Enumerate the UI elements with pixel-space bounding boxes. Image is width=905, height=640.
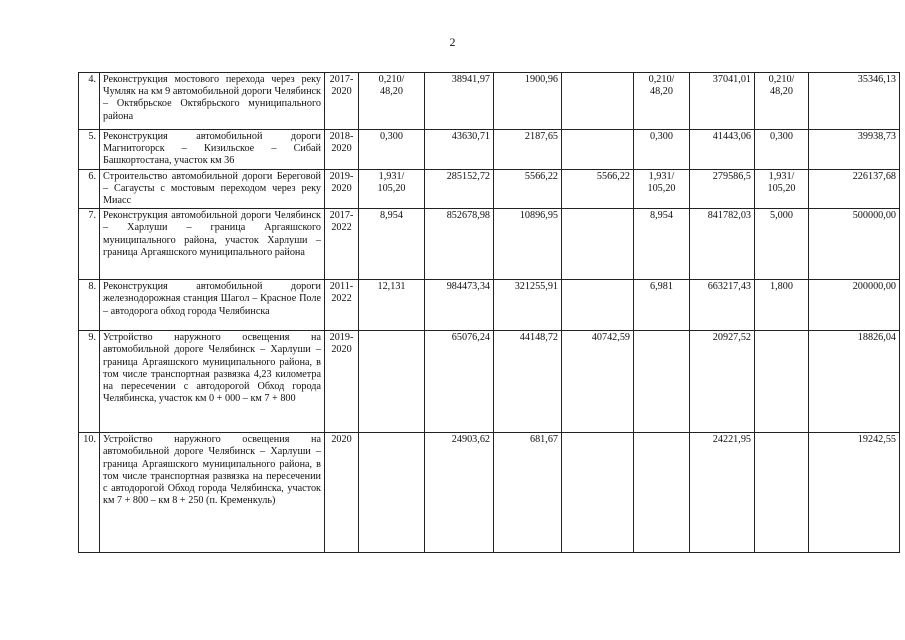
length-next-cell: 1,800 bbox=[755, 280, 809, 331]
years-cell: 2020 bbox=[325, 433, 359, 553]
spent-current-cell bbox=[562, 130, 634, 170]
length-cell: 0,300 bbox=[359, 130, 425, 170]
table-row bbox=[79, 433, 900, 553]
length-cell: 0,210/ 48,20 bbox=[359, 73, 425, 130]
length-next-cell bbox=[755, 331, 809, 433]
spent-current-cell: 40742,59 bbox=[562, 331, 634, 433]
row-index: 9. bbox=[79, 331, 100, 433]
length-plan-cell: 0,210/ 48,20 bbox=[634, 73, 690, 130]
length-cell bbox=[359, 433, 425, 553]
total-cost-cell: 38941,97 bbox=[425, 73, 494, 130]
row-index: 5. bbox=[79, 130, 100, 170]
length-plan-cell: 6,981 bbox=[634, 280, 690, 331]
spent-cell: 321255,91 bbox=[494, 280, 562, 331]
plan-cost-cell: 663217,43 bbox=[690, 280, 755, 331]
object-description: Устройство наружного освещения на автомобильной дороге Челябинск – Харлуши – граница Аргаяшского муниципального района, в том числе транспортная развязка на пересечении с автодорогой Обход города Челябинска, участок км 7 + 800 – км 8 + 250 (п. Кременкуль) bbox=[100, 433, 325, 553]
object-description: Устройство наружного освещения на автомобильной дороге Челябинск – Харлуши – граница Аргаяшского муниципального района, в том числе транспортная развязка 4,23 километра на пересечении с автодорогой Обход города Челябинска, участок км 0 + 000 – км 7 + 800 bbox=[100, 331, 325, 433]
total-cost-cell: 285152,72 bbox=[425, 169, 494, 209]
spent-cell: 2187,65 bbox=[494, 130, 562, 170]
total-cost-cell: 984473,34 bbox=[425, 280, 494, 331]
next-cost-cell: 39938,73 bbox=[809, 130, 900, 170]
table-row bbox=[79, 209, 900, 280]
spent-current-cell bbox=[562, 209, 634, 280]
object-description: Реконструкция автомобильной дороги Магнитогорск – Кизильское – Сибай Башкортостана, участок км 36 bbox=[100, 130, 325, 170]
length-cell bbox=[359, 331, 425, 433]
years-cell: 2018- 2020 bbox=[325, 130, 359, 170]
length-next-cell: 0,300 bbox=[755, 130, 809, 170]
length-cell: 8,954 bbox=[359, 209, 425, 280]
total-cost-cell: 852678,98 bbox=[425, 209, 494, 280]
table-row bbox=[79, 280, 900, 331]
spent-cell: 1900,96 bbox=[494, 73, 562, 130]
length-plan-cell: 1,931/ 105,20 bbox=[634, 169, 690, 209]
plan-cost-cell: 279586,5 bbox=[690, 169, 755, 209]
row-index: 4. bbox=[79, 73, 100, 130]
length-next-cell bbox=[755, 433, 809, 553]
plan-cost-cell: 41443,06 bbox=[690, 130, 755, 170]
plan-cost-cell: 24221,95 bbox=[690, 433, 755, 553]
row-index: 10. bbox=[79, 433, 100, 553]
spent-cell: 44148,72 bbox=[494, 331, 562, 433]
length-cell: 1,931/ 105,20 bbox=[359, 169, 425, 209]
next-cost-cell: 500000,00 bbox=[809, 209, 900, 280]
spent-current-cell bbox=[562, 433, 634, 553]
plan-cost-cell: 841782,03 bbox=[690, 209, 755, 280]
spent-cell: 681,67 bbox=[494, 433, 562, 553]
total-cost-cell: 24903,62 bbox=[425, 433, 494, 553]
total-cost-cell: 43630,71 bbox=[425, 130, 494, 170]
object-description: Реконструкция мостового перехода через реку Чумляк на км 9 автомобильной дороги Челябинск – Октябрьское Октябрьского муниципального района bbox=[100, 73, 325, 130]
next-cost-cell: 200000,00 bbox=[809, 280, 900, 331]
next-cost-cell: 18826,04 bbox=[809, 331, 900, 433]
next-cost-cell: 35346,13 bbox=[809, 73, 900, 130]
plan-cost-cell: 37041,01 bbox=[690, 73, 755, 130]
plan-cost-cell: 20927,52 bbox=[690, 331, 755, 433]
next-cost-cell: 19242,55 bbox=[809, 433, 900, 553]
spent-current-cell bbox=[562, 280, 634, 331]
total-cost-cell: 65076,24 bbox=[425, 331, 494, 433]
table-row bbox=[79, 73, 900, 130]
row-index: 6. bbox=[79, 169, 100, 209]
spent-current-cell: 5566,22 bbox=[562, 169, 634, 209]
years-cell: 2017- 2022 bbox=[325, 209, 359, 280]
next-cost-cell: 226137,68 bbox=[809, 169, 900, 209]
spent-cell: 10896,95 bbox=[494, 209, 562, 280]
road-works-table bbox=[78, 72, 900, 553]
spent-current-cell bbox=[562, 73, 634, 130]
length-cell: 12,131 bbox=[359, 280, 425, 331]
page-number: 2 bbox=[449, 35, 456, 49]
length-next-cell: 1,931/ 105,20 bbox=[755, 169, 809, 209]
object-description: Реконструкция автомобильной дороги железнодорожная станция Шагол – Красное Поле – автодорога обход города Челябинска bbox=[100, 280, 325, 331]
row-index: 7. bbox=[79, 209, 100, 280]
years-cell: 2017- 2020 bbox=[325, 73, 359, 130]
table-row bbox=[79, 169, 900, 209]
object-description: Строительство автомобильной дороги Береговой – Сагаусты с мостовым переходом через реку Миасс bbox=[100, 169, 325, 209]
length-next-cell: 5,000 bbox=[755, 209, 809, 280]
object-description: Реконструкция автомобильной дороги Челябинск – Харлуши – граница Аргаяшского муниципального района, участок Харлуши – граница Аргаяшского муниципального района bbox=[100, 209, 325, 280]
years-cell: 2011- 2022 bbox=[325, 280, 359, 331]
length-plan-cell: 8,954 bbox=[634, 209, 690, 280]
length-plan-cell: 0,300 bbox=[634, 130, 690, 170]
spent-cell: 5566,22 bbox=[494, 169, 562, 209]
table-row bbox=[79, 331, 900, 433]
table-row bbox=[79, 130, 900, 170]
length-plan-cell bbox=[634, 433, 690, 553]
years-cell: 2019- 2020 bbox=[325, 169, 359, 209]
length-plan-cell bbox=[634, 331, 690, 433]
row-index: 8. bbox=[79, 280, 100, 331]
length-next-cell: 0,210/ 48,20 bbox=[755, 73, 809, 130]
years-cell: 2019- 2020 bbox=[325, 331, 359, 433]
